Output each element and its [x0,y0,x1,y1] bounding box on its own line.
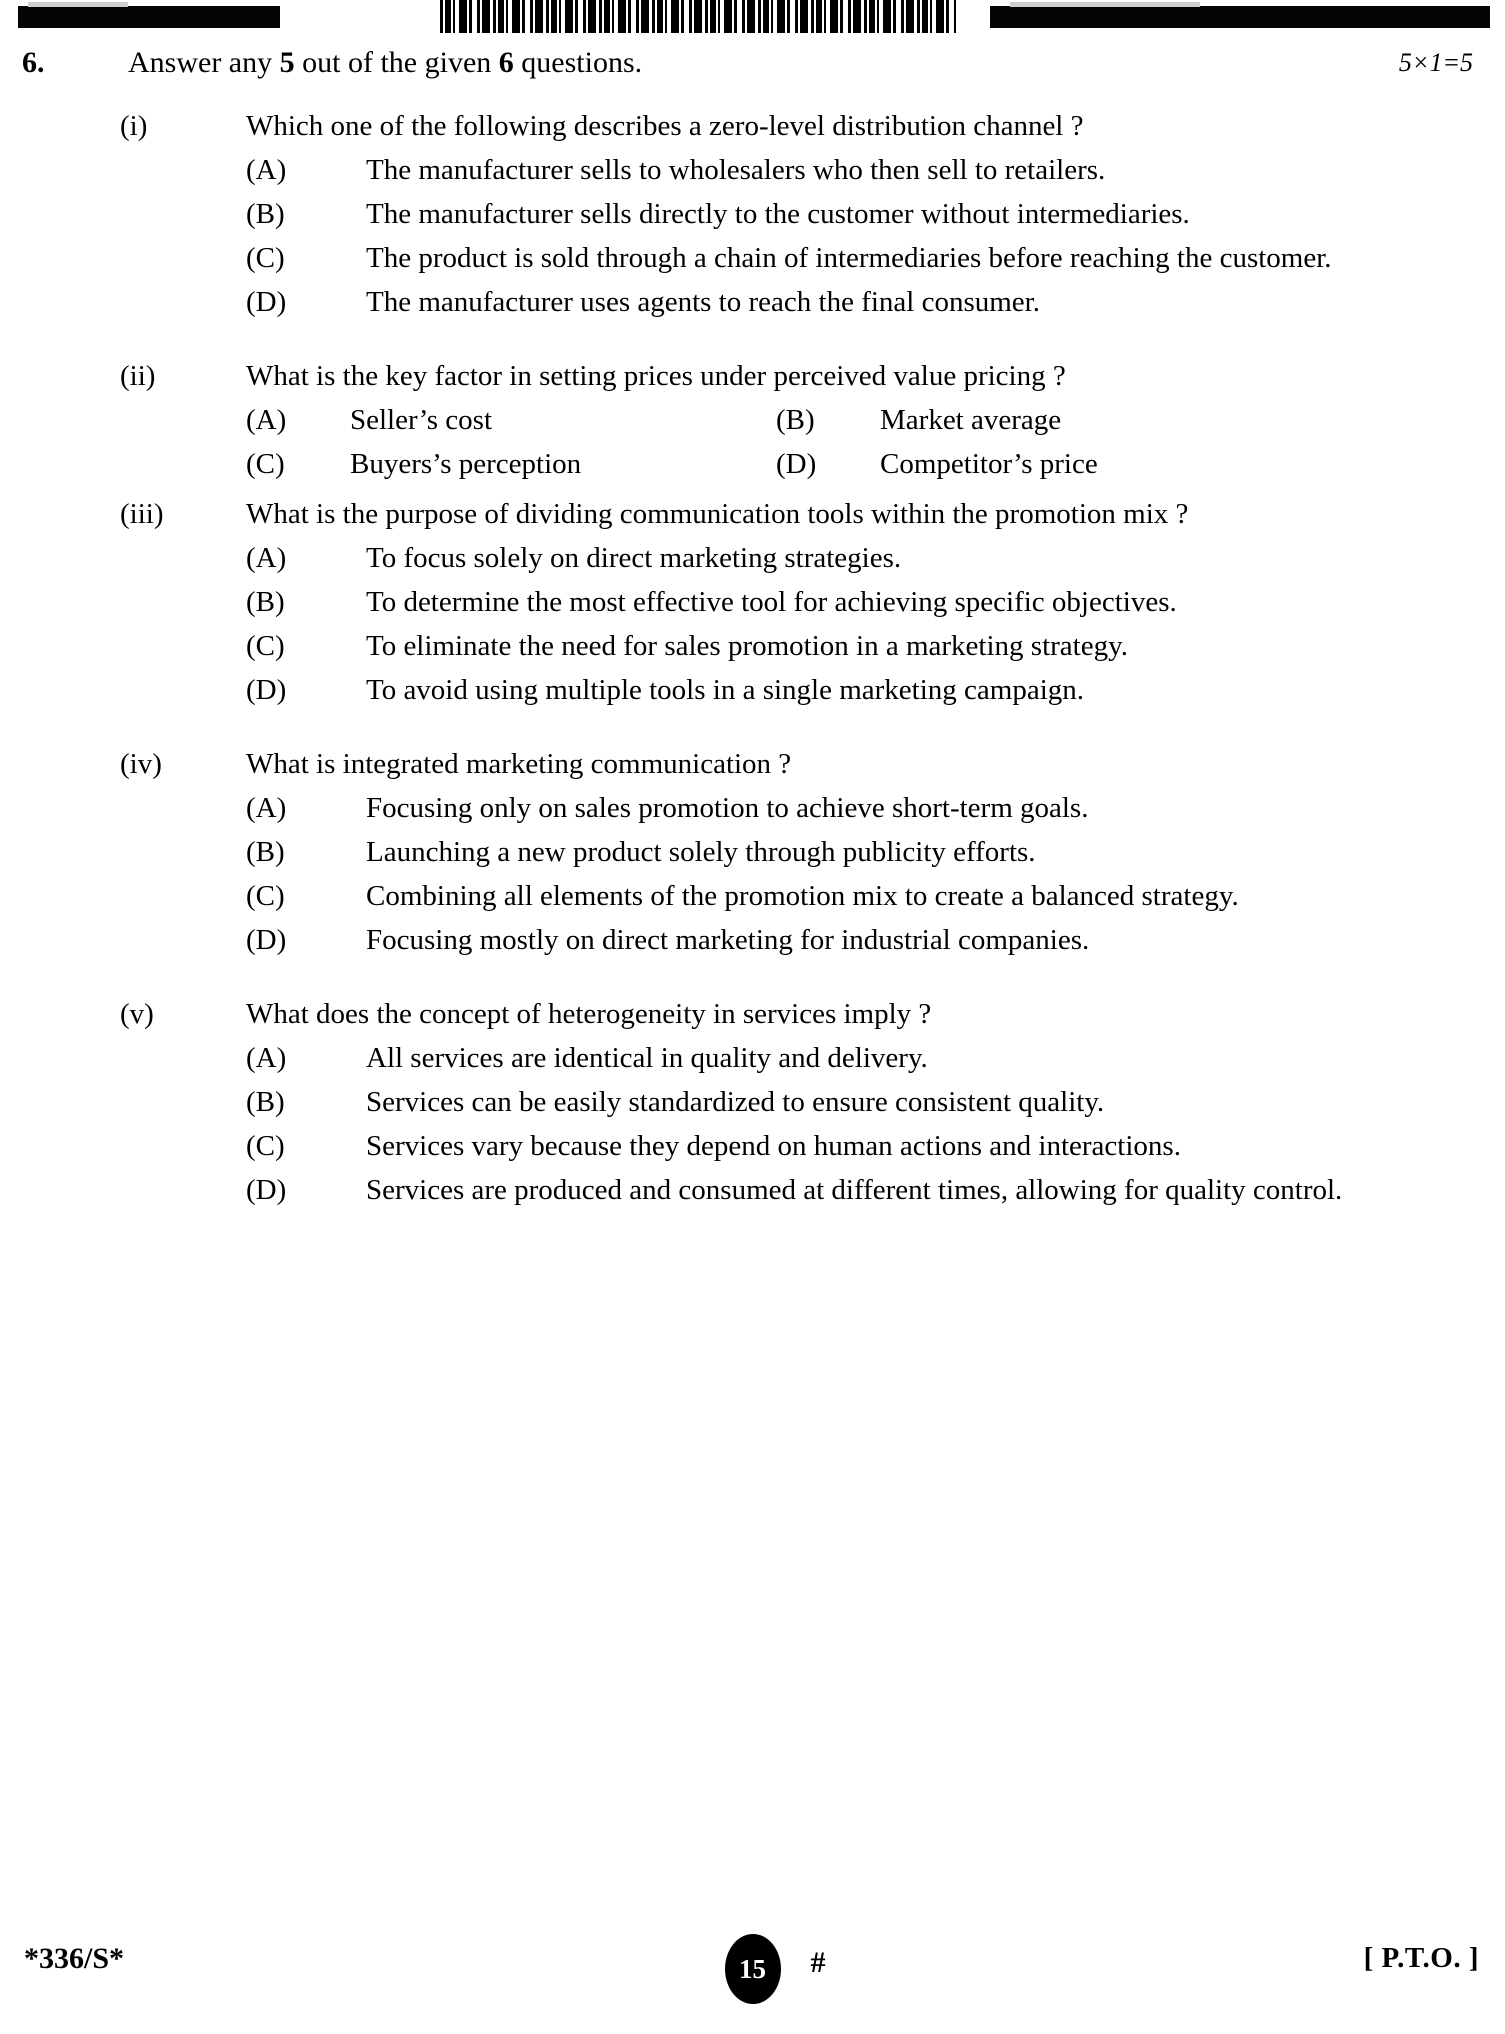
option-row[interactable] [246,1036,1505,1080]
option-text: Focusing only on sales promotion to achieve short-term goals. [366,792,1089,824]
redacted-bar-right [990,6,1490,28]
option-text: The manufacturer sells to wholesalers who then sell to retailers. [366,154,1106,186]
scan-header [0,0,1505,34]
option-text: Buyers’s perception [350,448,582,480]
option-key: (C) [246,1130,285,1162]
option-row[interactable] [246,668,1505,712]
sub-question-iv [0,742,1505,962]
sub-question-label: (ii) [120,360,156,392]
option-key: (B) [246,1086,285,1118]
sub-question-stem: What is integrated marketing communication ? [246,748,792,780]
option-cell[interactable] [776,398,1061,442]
instruction-part-3: questions. [513,46,643,79]
barcode-icon [440,0,956,33]
option-text: The manufacturer uses agents to reach the final consumer. [366,286,1040,318]
option-text: The product is sold through a chain of intermediaries before reaching the customer. [366,242,1332,274]
option-list [246,1036,1505,1212]
option-text: The manufacturer sells directly to the customer without intermediaries. [366,198,1190,230]
sub-question-iii [0,492,1505,712]
option-key: (B) [246,198,285,230]
option-key: (B) [246,836,285,868]
option-text: To avoid using multiple tools in a single marketing campaign. [366,674,1085,706]
option-row[interactable] [246,786,1505,830]
sub-question-stem: What is the purpose of dividing communication tools within the promotion mix ? [246,498,1189,530]
option-list [246,536,1505,712]
option-key: (D) [246,674,287,706]
option-list [246,786,1505,962]
option-cell[interactable] [246,442,581,486]
paper-code: *336/S* [24,1942,125,1975]
option-key: (D) [776,448,817,480]
question-marks: 5×1=5 [1398,48,1473,77]
option-list [246,148,1505,324]
option-key: (C) [246,242,285,274]
option-text: Services are produced and consumed at different times, allowing for quality control. [366,1174,1343,1206]
option-text: Focusing mostly on direct marketing for industrial companies. [366,924,1090,956]
option-text: To focus solely on direct marketing strategies. [366,542,902,574]
sub-question-label: (v) [120,998,154,1030]
option-key: (B) [776,404,815,436]
option-text: Services vary because they depend on human actions and interactions. [366,1130,1181,1162]
option-row[interactable] [246,918,1505,962]
question-block [0,46,1505,1218]
option-row[interactable] [246,1168,1505,1212]
sub-question-list [0,104,1505,1212]
sub-question-stem: What is the key factor in setting prices under perceived value pricing ? [246,360,1066,392]
sub-question-i [0,104,1505,324]
option-text: Competitor’s price [880,448,1098,480]
option-row[interactable] [246,830,1505,874]
pto-label: [ P.T.O. ] [1363,1942,1479,1974]
option-text: All services are identical in quality and delivery. [366,1042,928,1074]
page-number-badge: 15 [725,1934,781,2004]
option-row[interactable] [246,148,1505,192]
option-cell[interactable] [776,442,1098,486]
option-row[interactable] [246,536,1505,580]
page-footer [0,1934,1505,2004]
option-key: (D) [246,1174,287,1206]
hash-mark: # [810,1946,826,1979]
option-row[interactable] [246,1124,1505,1168]
option-key: (A) [246,792,287,824]
sub-question-v [0,992,1505,1212]
option-text: Launching a new product solely through publicity efforts. [366,836,1036,868]
option-key: (A) [246,1042,287,1074]
option-key: (C) [246,448,285,480]
option-key: (A) [246,542,287,574]
option-row[interactable] [246,624,1505,668]
option-key: (A) [246,404,287,436]
option-key: (C) [246,630,285,662]
sub-question-label: (i) [120,110,148,142]
option-key: (D) [246,286,287,318]
option-row[interactable] [246,1080,1505,1124]
option-row [246,442,1505,486]
option-key: (B) [246,586,285,618]
question-number: 6. [22,46,45,79]
option-cell[interactable] [246,398,492,442]
option-text: To determine the most effective tool for achieving specific objectives. [366,586,1177,618]
option-key: (A) [246,154,287,186]
option-key: (D) [246,924,287,956]
option-row[interactable] [246,280,1505,324]
sub-question-stem: What does the concept of heterogeneity in services imply ? [246,998,932,1030]
option-text: To eliminate the need for sales promotion in a marketing strategy. [366,630,1128,662]
option-text: Seller’s cost [350,404,493,436]
option-text: Market average [880,404,1062,436]
option-row[interactable] [246,192,1505,236]
option-row [246,398,1505,442]
instruction-count-5: 5 [279,46,295,79]
option-key: (C) [246,880,285,912]
option-text: Services can be easily standardized to ensure consistent quality. [366,1086,1105,1118]
redacted-bar-left [18,6,280,28]
sub-question-label: (iii) [120,498,164,530]
option-list [246,398,1505,486]
option-text: Combining all elements of the promotion mix to create a balanced strategy. [366,880,1239,912]
option-row[interactable] [246,874,1505,918]
sub-question-ii [0,354,1505,486]
question-instruction [128,46,642,80]
instruction-part-2: out of the given [294,46,499,79]
instruction-count-6: 6 [498,46,514,79]
instruction-part-1: Answer any [128,46,280,79]
option-row[interactable] [246,580,1505,624]
sub-question-stem: Which one of the following describes a zero-level distribution channel ? [246,110,1084,142]
question-header [0,46,1505,92]
option-row[interactable] [246,236,1505,280]
sub-question-label: (iv) [120,748,162,780]
